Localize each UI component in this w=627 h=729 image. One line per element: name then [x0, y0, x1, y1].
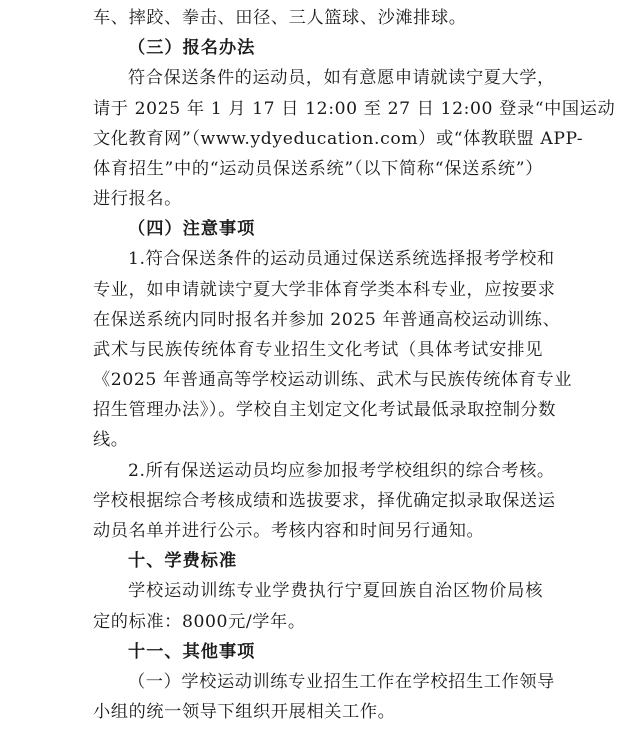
paragraph-line: 武术与民族传统体育专业招生文化考试（具体考试安排见 [93, 339, 543, 360]
paragraph-line: 体育招生”中的“运动员保送系统”（以下简称“保送系统”） [93, 158, 543, 179]
paragraph-line: 请于 2025 年 1 月 17 日 12:00 至 27 日 12:00 登录“中国运动 [93, 98, 616, 119]
paragraph-line: 线。 [93, 430, 129, 451]
section-subheading-notes: （四）注意事项 [128, 219, 256, 240]
paragraph-line: 在保送系统内同时报名并参加 2025 年普通高校运动训练、 [93, 309, 561, 330]
paragraph-line: 进行报名。 [93, 189, 182, 209]
paragraph-line: 小组的统一领导下组织开展相关工作。 [93, 702, 396, 722]
paragraph-line: 专业，如申请就读宁夏大学非体育学类本科专业，应按要求 [93, 279, 556, 300]
paragraph-line: 符合保送条件的运动员，如有意愿申请就读宁夏大学， [128, 68, 555, 89]
paragraph-line: 《2025 年普通高等学校运动训练、武术与民族传统体育专业 [93, 370, 573, 391]
paragraph-line: 文化教育网”（www.ydyeducation.com）或“体教联盟 APP- [93, 128, 584, 149]
paragraph-line: 动员名单并进行公示。考核内容和时间另行通知。 [93, 521, 485, 541]
paragraph-line: 学校根据综合考核成绩和选拔要求，择优确定拟录取保送运 [93, 490, 556, 511]
section-heading-tuition: 十、学费标准 [128, 551, 238, 572]
paragraph-line: 定的标准：8000元/学年。 [93, 611, 306, 632]
section-subheading-registration: （三）报名办法 [128, 38, 256, 59]
section-heading-other-matters: 十一、其他事项 [128, 641, 256, 662]
paragraph-line: 学校运动训练专业学费执行宁夏回族自治区物价局核 [128, 581, 543, 602]
paragraph-line: 车、摔跤、拳击、田径、三人篮球、沙滩排球。 [93, 8, 467, 28]
paragraph-line: （一）学校运动训练专业招生工作在学校招生工作领导 [128, 671, 555, 692]
paragraph-line: 招生管理办法》）。学校自主划定文化考试最低录取控制分数 [93, 400, 557, 421]
paragraph-line: 2.所有保送运动员均应参加报考学校组织的综合考核。 [128, 460, 555, 481]
paragraph-line: 1.符合保送条件的运动员通过保送系统选择报考学校和 [128, 249, 555, 270]
